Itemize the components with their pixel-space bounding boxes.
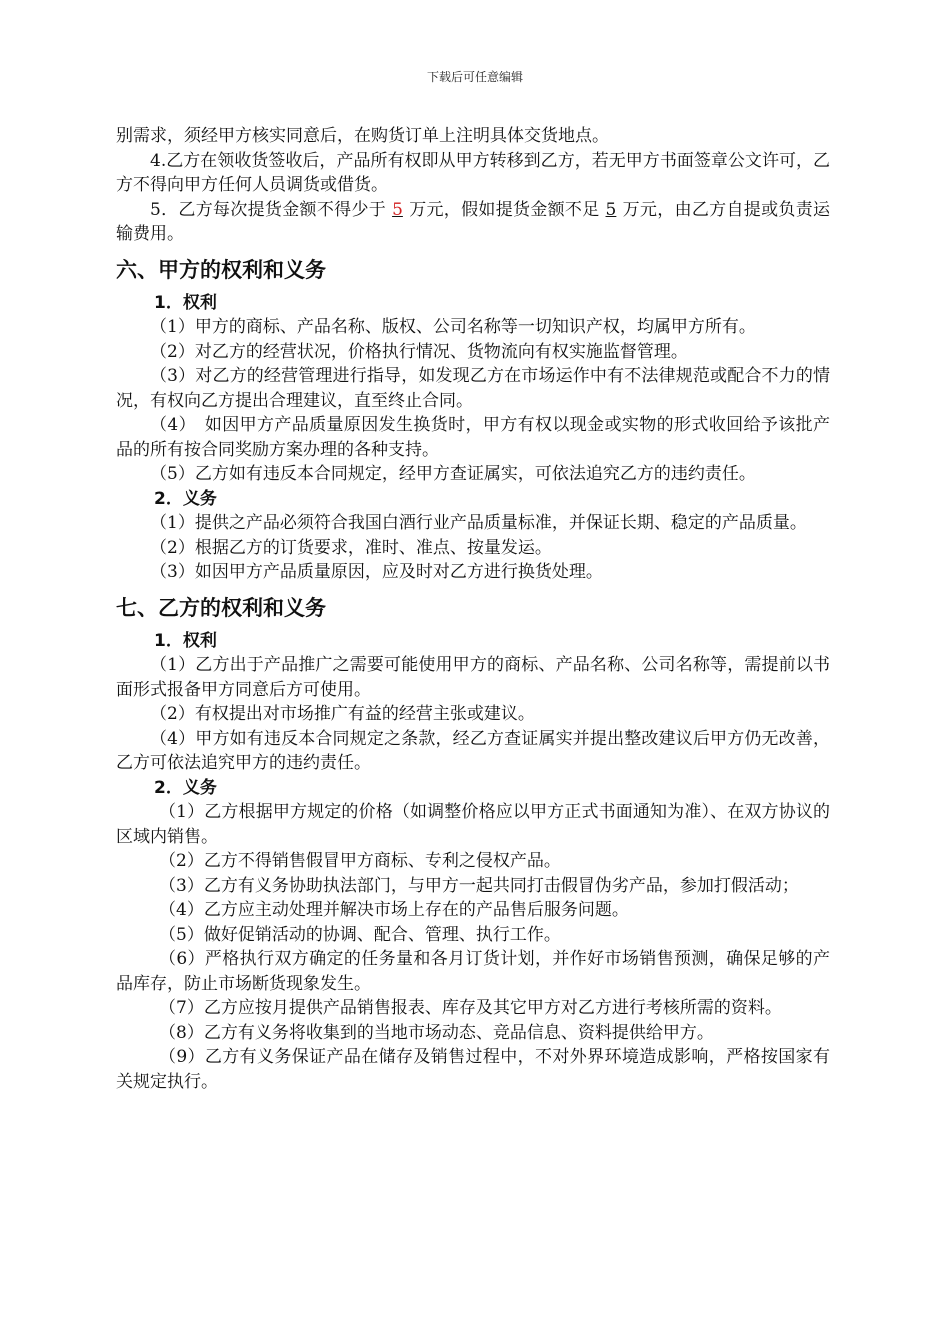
section-6-duty-item: （1）提供之产品必须符合我国白酒行业产品质量标准，并保证长期、稳定的产品质量。 bbox=[150, 513, 807, 533]
section-7-duty-item: （7）乙方应按月提供产品销售报表、库存及其它甲方对乙方进行考核所需的资料。 bbox=[159, 998, 782, 1018]
section-6-duty-item: （3）如因甲方产品质量原因，应及时对乙方进行换货处理。 bbox=[150, 562, 603, 582]
section-6-right-item: （3）对乙方的经营管理进行指导，如发现乙方在市场运作中有不法律规范或配合不力的情况，有权向乙方提出合理建议，直至终止合同。 bbox=[116, 366, 830, 411]
clause-4: 4.乙方在领收货签收后，产品所有权即从甲方转移到乙方，若无甲方书面签章公文许可，乙方不得向甲方任何人员调货或借货。 bbox=[116, 150, 830, 195]
threshold-amount-value: 5 bbox=[605, 199, 617, 220]
section-7-duty-item: （9）乙方有义务保证产品在储存及销售过程中，不对外界环境造成影响，严格按国家有关规定执行。 bbox=[116, 1047, 830, 1092]
clause-5-text-a: 5．乙方每次提货金额不得少于 bbox=[150, 199, 387, 220]
section-6-duty-item: （2）根据乙方的订货要求，准时、准点、按量发运。 bbox=[150, 537, 552, 558]
document-body bbox=[116, 124, 830, 1094]
section-7-right-item: （2）有权提出对市场推广有益的经营主张或建议。 bbox=[150, 704, 535, 724]
clause-5-text-c: 万元，由乙方自提或负责运输费用。 bbox=[116, 199, 830, 244]
section-6-right-item: （2）对乙方的经营状况，价格执行情况、货物流向有权实施监督管理。 bbox=[150, 341, 688, 362]
section-7-duty-item: （4）乙方应主动处理并解决市场上存在的产品售后服务问题。 bbox=[159, 900, 629, 920]
section-6-right-item: （4） 如因甲方产品质量原因发生换货时，甲方有权以现金或实物的形式收回给予该批产品的所有按合同奖励方案办理的各种支持。 bbox=[116, 415, 830, 460]
section-7-title: 七、乙方的权利和义务 bbox=[116, 595, 326, 620]
section-7-duties-title: 2．义务 bbox=[154, 777, 217, 798]
section-6-title: 六、甲方的权利和义务 bbox=[116, 257, 326, 282]
clause-5 bbox=[116, 198, 830, 247]
section-6-right-item: （5）乙方如有违反本合同规定，经甲方查证属实，可依法追究乙方的违约责任。 bbox=[150, 464, 756, 484]
section-7-right-item: （1）乙方出于产品推广之需要可能使用甲方的商标、产品名称、公司名称等，需提前以书面形式报备甲方同意后方可使用。 bbox=[116, 655, 830, 700]
section-6-rights-title: 1．权利 bbox=[154, 292, 217, 313]
clause-5-text-b: 万元，假如提货金额不足 bbox=[408, 199, 600, 220]
section-7-duty-item: （2）乙方不得销售假冒甲方商标、专利之侵权产品。 bbox=[159, 851, 561, 871]
section-6-duties-title: 2．义务 bbox=[154, 488, 217, 509]
section-7-right-item: （4）甲方如有违反本合同规定之条款，经乙方查证属实并提出整改建议后甲方仍无改善，乙方可依法追究甲方的违约责任。 bbox=[116, 728, 830, 773]
paragraph-continuation: 别需求，须经甲方核实同意后，在购货订单上注明具体交货地点。 bbox=[116, 126, 609, 146]
section-7-duty-item: （8）乙方有义务将收集到的当地市场动态、竞品信息、资料提供给甲方。 bbox=[159, 1022, 714, 1043]
section-7-duty-item: （5）做好促销活动的协调、配合、管理、执行工作。 bbox=[159, 924, 561, 945]
page-header: 下载后可任意编辑 bbox=[426, 70, 523, 84]
section-6-right-item: （1）甲方的商标、产品名称、版权、公司名称等一切知识产权，均属甲方所有。 bbox=[150, 317, 756, 337]
section-7-rights-title: 1．权利 bbox=[154, 630, 217, 651]
section-7-duty-item: （3）乙方有义务协助执法部门，与甲方一起共同打击假冒伪劣产品，参加打假活动； bbox=[159, 875, 799, 896]
section-7-duty-item: （6）严格执行双方确定的任务量和各月订货计划，并作好市场销售预测，确保足够的产品库存，防止市场断货现象发生。 bbox=[116, 949, 830, 994]
section-7-duty-item: （1）乙方根据甲方规定的价格（如调整价格应以甲方正式书面通知为准）、在双方协议的区域内销售。 bbox=[116, 802, 830, 847]
min-amount-value: 5 bbox=[392, 199, 403, 220]
